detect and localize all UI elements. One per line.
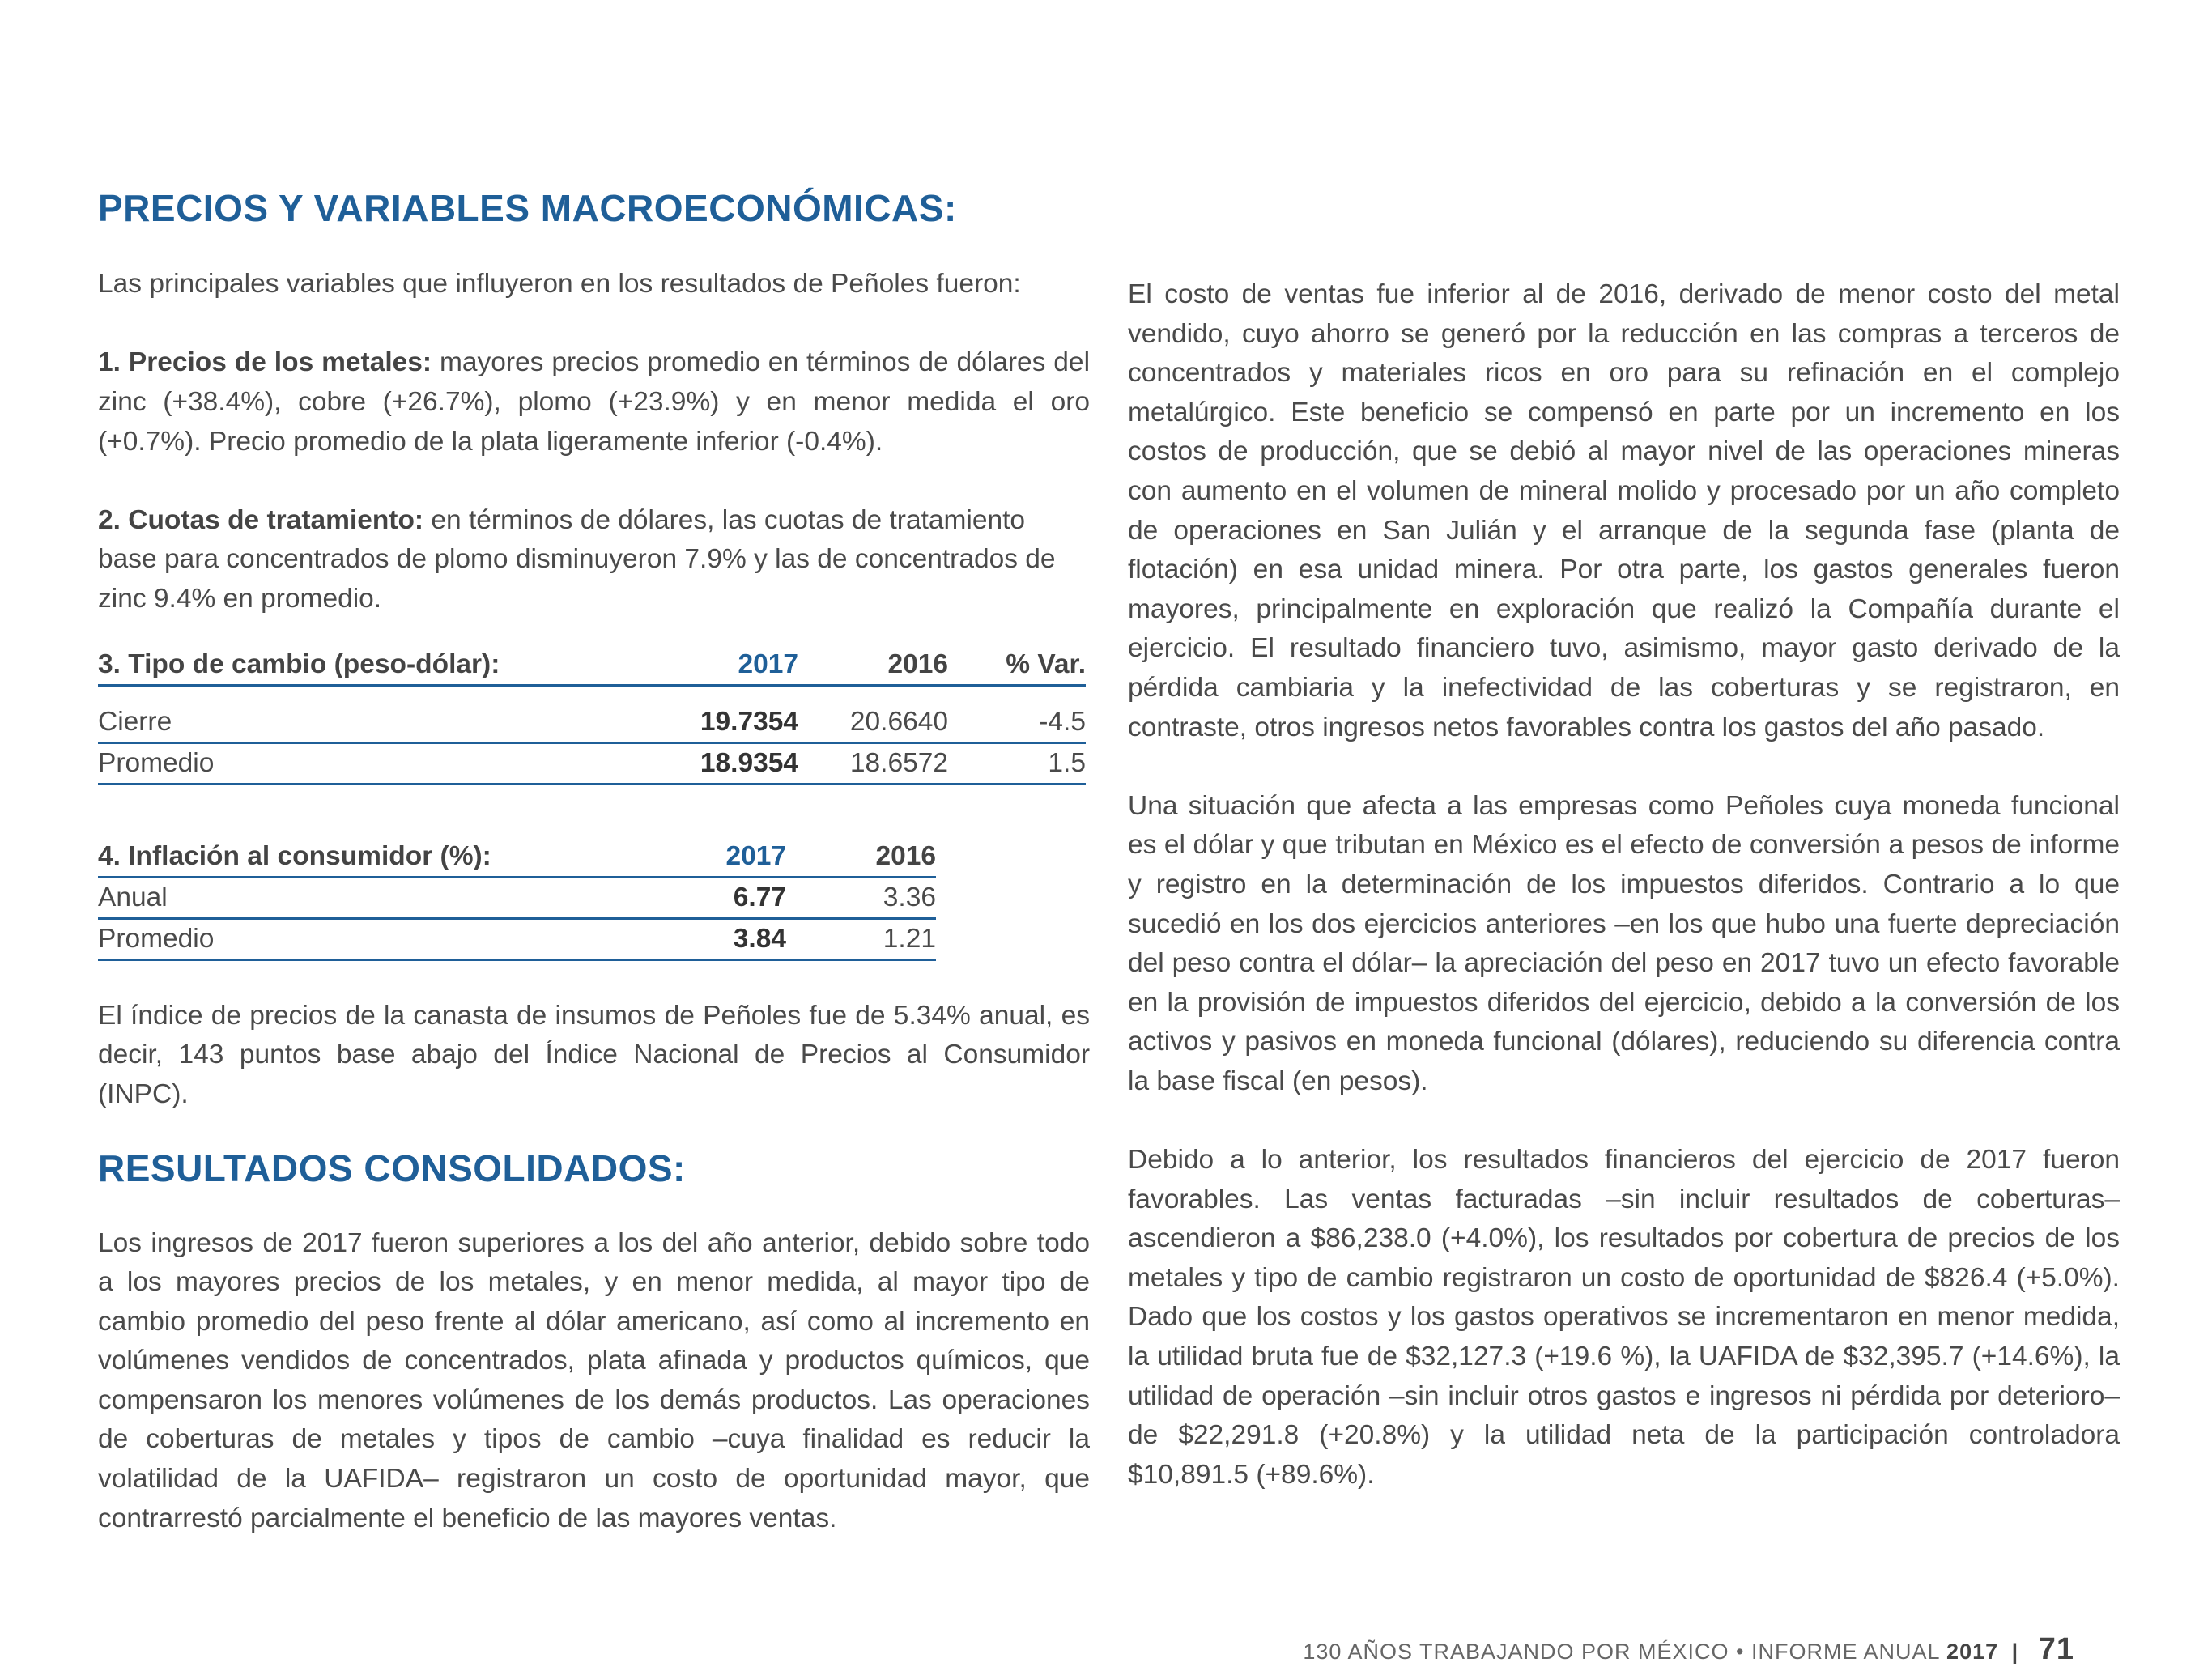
exchange-rate-title: 3. Tipo de cambio (peso-dólar): [98, 649, 500, 679]
table-row [98, 918, 936, 959]
price-index-paragraph: El índice de precios de la canasta de insumos de Peñoles fue de 5.34% anual, es decir, 143 puntos base abajo del Índice Nacional de Precios al Consumidor (INPC). [98, 1000, 1090, 1109]
metal-prices-paragraph [98, 343, 1090, 461]
section-heading-prices: PRECIOS Y VARIABLES MACROECONÓMICAS: [98, 187, 957, 229]
exchange-rate-row-2017: 18.9354 [700, 747, 798, 778]
right-column [1128, 275, 2120, 1495]
exchange-rate-row-var: 1.5 [1048, 747, 1086, 778]
exchange-rate-table [98, 645, 1086, 785]
inflation-title: 4. Inflación al consumidor (%): [98, 840, 491, 871]
results-paragraph: Los ingresos de 2017 fueron superiores a los del año anterior, debido sobre todo a los mayores precios de los metales, y en menor medida, al mayor tipo de cambio promedio del peso frente al dólar americano, así como al incremento en volúmenes vendidos de concentrados, plata afinada y productos químicos, que compensaron los menores volúmenes de los demás productos. Las operaciones de coberturas de metales y tipos de cambio –cuya finalidad es reducir la volatilidad de la UAFIDA– registraron un costo de oportunidad mayor, que contrarrestó parcialmente el beneficio de las mayores ventas. [98, 1227, 1090, 1533]
inflation-row-2016: 1.21 [883, 923, 936, 954]
exchange-rate-col-2016: 2016 [887, 649, 948, 679]
exchange-rate-row-label: Cierre [98, 706, 172, 737]
exchange-rate-row-2016: 18.6572 [849, 747, 948, 778]
inflation-col-2017: 2017 [725, 840, 786, 871]
metal-prices-label: 1. Precios de los metales: [98, 347, 432, 378]
inflation-col-2016: 2016 [875, 840, 936, 871]
inflation-row-2017: 6.77 [733, 882, 786, 912]
treatment-charges-text: en términos de dólares, las cuotas de tratamiento base para concentrados de plomo disminuyeron 7.9% y las de concentrados de zinc 9.4% en promedio. [98, 504, 1056, 614]
inflation-row-label: Promedio [98, 923, 215, 954]
cost-of-sales-paragraph: El costo de ventas fue inferior al de 2016, derivado de menor costo del metal vendido, cuyo ahorro se generó por la reducción en las compras a terceros de concentrados y materiales ricos en oro para su refinación en el complejo metalúrgico. Este beneficio se compensó en parte por un incremento en los costos de producción, que se debió al mayor nivel de las operaciones mineras con aumento en el volumen de mineral molido y procesado por un año completo de operaciones en San Julián y el arranque de la segunda fase (planta de flotación) en esa unidad minera. Por otra parte, los gastos generales fueron mayores, principalmente en exploración que realizó la Compañía durante el ejercicio. El resultado financiero tuvo, asimismo, mayor gasto derivado de la pérdida cambiaria y la inefectividad de las coberturas y se registraron, en contraste, otros ingresos netos favorables contra los gastos del año pasado. [1128, 279, 2120, 742]
left-column [98, 186, 1090, 1538]
page-footer [1303, 1632, 2074, 1667]
inflation-table [98, 837, 936, 961]
financial-results-paragraph: Debido a lo anterior, los resultados financieros del ejercicio de 2017 fueron favorables. Las ventas facturadas –sin incluir resultados de coberturas– ascendieron a $86,238.0 (+4.0%), los resultados por cobertura de precios de los metales y tipo de cambio registraron un costo de oportunidad de $826.4 (+5.0%). Dado que los costos y los gastos operativos se incrementaron en menor medida, la utilidad bruta fue de $32,127.3 (+19.6 %), la UAFIDA de $32,395.7 (+14.6%), la utilidad de operación –sin incluir otros gastos e ingresos ni pérdida por deterioro– de $22,291.8 (+20.8%) y la utilidad neta de la participación controladora $10,891.5 (+89.6%). [1128, 1145, 2120, 1490]
treatment-charges-label: 2. Cuotas de tratamiento: [98, 504, 424, 535]
exchange-rate-header-row [98, 645, 1086, 686]
exchange-rate-row-2016: 20.6640 [849, 706, 948, 737]
table-row [98, 742, 1086, 784]
metal-prices-text: mayores precios promedio en términos de dólares del zinc (+38.4%), cobre (+26.7%), plomo (+23.9%) y en menor medida el oro (+0.7%). Precio promedio de la plata ligeramente inferior (-0.4%). [98, 347, 1091, 457]
inflation-row-2016: 3.36 [883, 882, 936, 912]
exchange-rate-col-2017: 2017 [738, 649, 798, 679]
intro-paragraph: Las principales variables que influyeron en los resultados de Peñoles fueron: [98, 269, 1021, 300]
inflation-row-label: Anual [98, 882, 168, 912]
exchange-rate-row-var: -4.5 [1039, 706, 1086, 737]
footer-separator: | [2011, 1639, 2019, 1664]
exchange-rate-row-label: Promedio [98, 747, 215, 778]
exchange-rate-row-2017: 19.7354 [700, 706, 798, 737]
page-number: 71 [2038, 1632, 2074, 1666]
table-row [98, 703, 1086, 743]
section-heading-results: RESULTADOS CONSOLIDADOS: [98, 1147, 686, 1190]
footer-text: 130 AÑOS TRABAJANDO POR MÉXICO • INFORME ANUAL [1303, 1639, 1940, 1664]
exchange-rate-col-var: % Var. [1006, 649, 1086, 679]
inflation-header-row [98, 837, 936, 878]
table-row [98, 877, 936, 918]
inflation-row-2017: 3.84 [733, 923, 786, 954]
treatment-charges-paragraph [98, 501, 1090, 619]
footer-year: 2017 [1946, 1639, 1999, 1664]
deferred-taxes-paragraph: Una situación que afecta a las empresas como Peñoles cuya moneda funcional es el dólar y que tributan en México es el efecto de conversión a pesos de informe y registro en la determinación de los impuestos diferidos. Contrario a lo que sucedió en los dos ejercicios anteriores –en los que hubo una fuerte depreciación del peso contra el dólar– la apreciación del peso en 2017 tuvo un efecto favorable en la provisión de impuestos diferidos del ejercicio, debido a la conversión de los activos y pasivos en moneda funcional (dólares), reduciendo su diferencia contra la base fiscal (en pesos). [1128, 790, 2120, 1096]
